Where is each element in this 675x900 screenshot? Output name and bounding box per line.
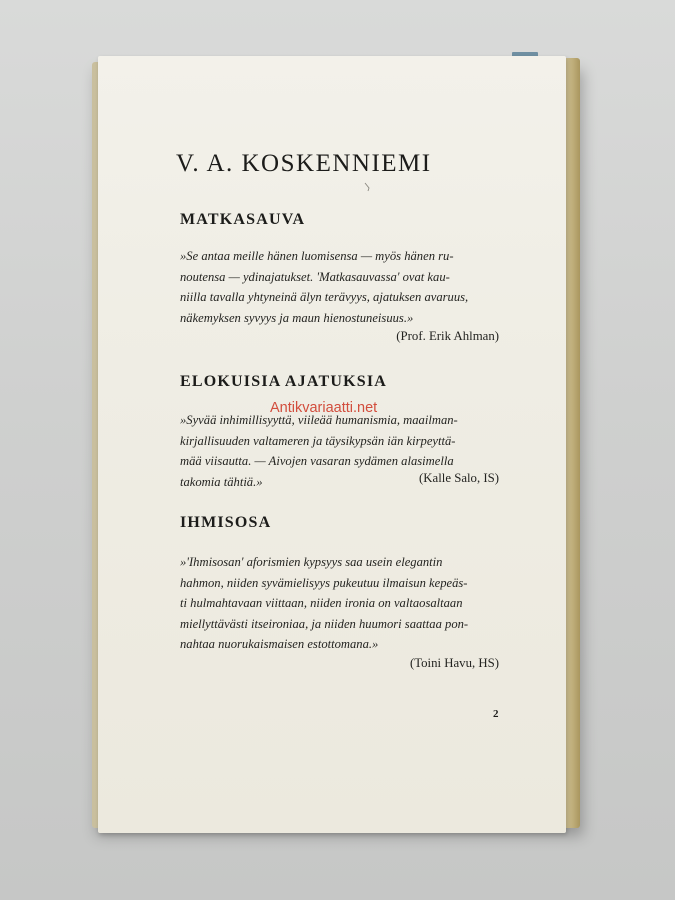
page-number: 2 xyxy=(493,708,499,720)
quote-line: kirjallisuuden valtameren ja täysikypsän iän kirpeyttä- xyxy=(180,433,456,448)
quote-line: niilla tavalla yhtyneinä älyn terävyys, ajatuksen avaruus, xyxy=(180,290,469,304)
quote-line: hahmon, niiden syvämielisyys pukeutuu ilmaisun kepeäs- xyxy=(180,575,468,590)
attribution-ihmisosa: (Toini Havu, HS) xyxy=(409,656,499,670)
attribution-matkasauva: (Prof. Erik Ahlman) xyxy=(396,329,499,343)
quote-line: »Syvää inhimillisyyttä, viileää humanismia, maailman- xyxy=(180,413,458,427)
quote-line: noutensa — ydinajatukset. 'Matkasauvassa' ovat kau- xyxy=(180,269,450,284)
quote-line: ti hulmahtavaan viittaan, niiden ironia on valtaosaltaan xyxy=(180,596,463,610)
attribution-elokuisia-ajatuksia: (Kalle Salo, IS) xyxy=(419,471,499,485)
section-title-ihmisosa: IHMISOSA xyxy=(180,514,272,531)
quote-line: nahtaa nuorukaismaisen estottomana.» xyxy=(180,637,379,651)
quote-line: näkemyksen syvyys ja maun hienostuneisuus.» xyxy=(180,310,414,325)
quote-line: miellyttävästi itseironiaa, ja niiden huumori saattaa pon- xyxy=(180,616,469,631)
section-title-matkasauva: MATKASAUVA xyxy=(180,211,306,228)
quote-line: »Se antaa meille hänen luomisensa — myös hänen ru- xyxy=(180,249,454,263)
quote-line: takomia tähtiä.» xyxy=(180,474,263,489)
quote-ihmisosa xyxy=(180,552,498,655)
author-name: V. A. KOSKENNIEMI xyxy=(176,150,432,177)
watermark-text: Antikvariaatti.net xyxy=(270,400,378,416)
quote-matkasauva xyxy=(180,246,498,328)
quote-line: »'Ihmisosan' aforismien kypsyys saa usein elegantin xyxy=(180,555,443,569)
section-title-elokuisia-ajatuksia: ELOKUISIA AJATUKSIA xyxy=(180,373,388,390)
quote-line: mää viisautta. — Aivojen vasaran sydämen alasimella xyxy=(180,454,454,468)
paper-speck xyxy=(364,182,374,192)
